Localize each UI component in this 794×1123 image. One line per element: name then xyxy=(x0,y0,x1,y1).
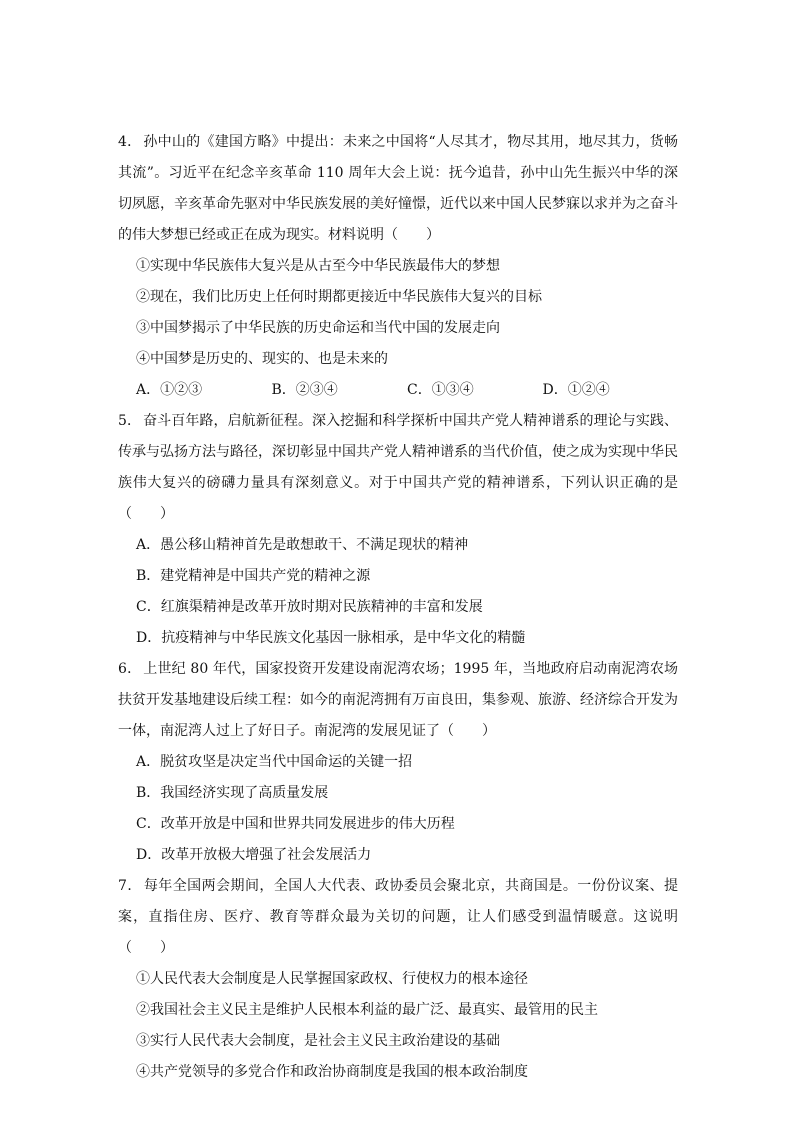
choice-a[interactable]: A．①②③ xyxy=(136,382,203,398)
statement-4: ④中国梦是历史的、现实的、也是未来的 xyxy=(136,351,388,367)
question-text: 上世纪 80 年代，国家投资开发建设南泥湾农场；1995 年，当地政府启动南泥湾农场扶贫开发基地建设后续工程：如今的南泥湾拥有万亩良田，集参观、旅游、经济综合开发为一体，南泥湾人过上了好日子。南泥湾的发展见证了（ ） xyxy=(118,661,678,739)
option-b[interactable]: B．我国经济实现了高质量发展 xyxy=(136,785,329,801)
question-text: 孙中山的《建国方略》中提出：未来之中国将“人尽其才，物尽其用，地尽其力，货畅其流”。习近平在纪念辛亥革命 110 周年大会上说：抚今追昔，孙中山先生振兴中华的深切夙愿，辛亥革命先驱对中华民族发展的美好憧憬，近代以来中国人民梦寐以求并为之奋斗的伟大梦想已经或正在成为现实。材料说明（ ） xyxy=(118,134,678,243)
statement-1: ①实现中华民族伟大复兴是从古至今中华民族最伟大的梦想 xyxy=(136,258,500,274)
statement-3: ③中国梦揭示了中华民族的历史命运和当代中国的发展走向 xyxy=(136,320,500,336)
question-4-stem xyxy=(118,127,678,251)
question-text: 奋斗百年路，启航新征程。深入挖掘和科学探析中国共产党人精神谱系的理论与实践、传承与弘扬方法与路径，深切彰显中国共产党人精神谱系的当代价值，使之成为实现中华民族伟大复兴的磅礴力量具有深刻意义。对于中国共产党的精神谱系，下列认识正确的是（ ） xyxy=(118,413,678,522)
question-text: 每年全国两会期间，全国人大代表、政协委员会聚北京，共商国是。一份份议案、提案，直指住房、医疗、教育等群众最为关切的问题，让人们感受到温情暖意。这说明（ ） xyxy=(118,878,678,956)
option-c[interactable]: C．红旗渠精神是改革开放时期对民族精神的丰富和发展 xyxy=(136,599,483,615)
question-4 xyxy=(118,127,678,406)
question-6 xyxy=(118,654,678,871)
statement-4: ④共产党领导的多党合作和政治协商制度是我国的根本政治制度 xyxy=(136,1064,528,1080)
option-c[interactable]: C．改革开放是中国和世界共同发展进步的伟大历程 xyxy=(136,816,455,832)
choice-b[interactable]: B．②③④ xyxy=(271,382,338,398)
question-number: 5． xyxy=(118,413,142,429)
statement-1: ①人民代表大会制度是人民掌握国家政权、行使权力的根本途径 xyxy=(136,971,528,987)
option-a[interactable]: A．脱贫攻坚是决定当代中国命运的关键一招 xyxy=(136,754,413,770)
question-7 xyxy=(118,871,678,1088)
option-d[interactable]: D．抗疫精神与中华民族文化基因一脉相承，是中华文化的精髓 xyxy=(136,630,526,646)
question-number: 7． xyxy=(118,878,142,894)
question-number: 4． xyxy=(118,134,142,150)
question-list xyxy=(118,127,678,1088)
question-5 xyxy=(118,406,678,654)
choice-c[interactable]: C．①③④ xyxy=(407,382,474,398)
question-7-stem xyxy=(118,871,678,964)
option-a[interactable]: A．愚公移山精神首先是敢想敢干、不满足现状的精神 xyxy=(136,537,469,553)
statement-2: ②我国社会主义民主是维护人民根本利益的最广泛、最真实、最管用的民主 xyxy=(136,1002,598,1018)
question-6-stem xyxy=(118,654,678,747)
statement-2: ②现在，我们比历史上任何时期都更接近中华民族伟大复兴的目标 xyxy=(136,289,542,305)
choice-row xyxy=(118,375,678,406)
option-b[interactable]: B．建党精神是中国共产党的精神之源 xyxy=(136,568,371,584)
question-5-stem xyxy=(118,406,678,530)
option-d[interactable]: D．改革开放极大增强了社会发展活力 xyxy=(136,847,372,863)
choice-d[interactable]: D．①②④ xyxy=(542,382,610,398)
statement-3: ③实行人民代表大会制度，是社会主义民主政治建设的基础 xyxy=(136,1033,500,1049)
question-number: 6． xyxy=(118,661,142,677)
